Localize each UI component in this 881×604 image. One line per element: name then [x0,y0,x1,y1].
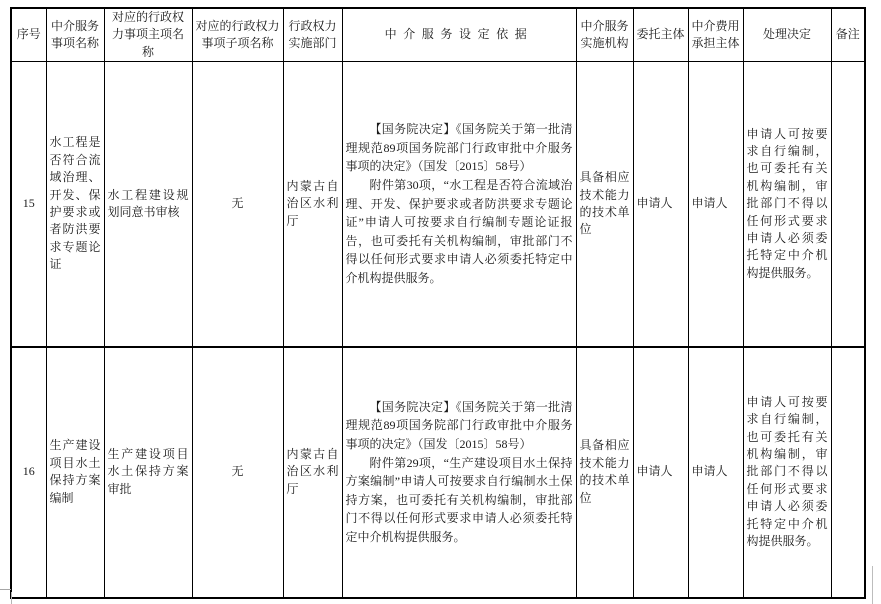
cell-department: 内蒙古自治区水利厅 [283,62,342,347]
cell-basis [342,62,576,347]
intermediary-services-table [10,7,866,599]
header-remark: 备注 [831,8,865,62]
header-entrust: 委托主体 [633,8,688,62]
cell-agency: 具备相应技术能力的技术单位 [576,62,633,347]
cell-agency: 具备相应技术能力的技术单位 [576,347,633,598]
cell-entrust: 申请人 [633,347,688,598]
cell-main-item: 生产建设项目水土保持方案审批 [104,347,192,598]
cell-remark [831,62,865,347]
header-basis: 中介服务设定依据 [342,8,576,62]
scan-edge-artifact-horizontal [0,589,11,590]
header-main-item: 对应的行政权力事项主项名称 [104,8,192,62]
cell-main-item: 水工程建设规划同意书审核 [104,62,192,347]
cell-service-name: 生产建设项目水土保持方案编制 [46,347,104,598]
basis-paragraph-2: 附件第29项，“生产建设项目水土保持方案编制”申请人可按要求自行编制水土保持方案，也可委托有关机构编制，审批部门不得以任何形式要求申请人必须委托特定中介机构提供服务。 [345,455,573,544]
table-header-row [11,8,865,62]
cell-seq: 15 [11,62,46,347]
cell-entrust: 申请人 [633,62,688,347]
cell-sub-item: 无 [192,347,283,598]
header-fee-bearer: 中介费用承担主体 [688,8,743,62]
table-row-15 [11,62,865,347]
cell-sub-item: 无 [192,62,283,347]
basis-paragraph-1: 【国务院决定】《国务院关于第一批清理规范89项国务院部门行政审批中介服务事项的决定》（国发〔2015〕58号） [345,122,573,174]
cell-fee-bearer: 申请人 [688,347,743,598]
header-sub-item: 对应的行政权力事项子项名称 [192,8,283,62]
cell-service-name: 水工程是否符合流域治理、开发、保护要求或者防洪要求专题论证 [46,62,104,347]
cell-decision: 申请人可按要求自行编制，也可委托有关机构编制，审批部门不得以任何形式要求申请人必须委托特定中介机构提供服务。 [743,347,831,598]
cell-department: 内蒙古自治区水利厅 [283,347,342,598]
scan-edge-artifact-left [11,592,12,604]
cell-decision: 申请人可按要求自行编制，也可委托有关机构编制，审批部门不得以任何形式要求申请人必须委托特定中介机构提供服务。 [743,62,831,347]
basis-paragraph-2: 附件第30项，“水工程是否符合流域治理、开发、保护要求或者防洪要求专题论证”申请人可按要求自行编制专题论证报告，也可委托有关机构编制，审批部门不得以任何形式要求申请人必须委托特定中介机构提供服务。 [345,178,573,285]
header-decision: 处理决定 [743,8,831,62]
basis-paragraph-1: 【国务院决定】《国务院关于第一批清理规范89项国务院部门行政审批中介服务事项的决定》（国发〔2015〕58号） [345,399,573,451]
header-service-name: 中介服务事项名称 [46,8,104,62]
scan-edge-artifact-right [872,566,873,604]
header-agency: 中介服务实施机构 [576,8,633,62]
cell-remark [831,347,865,598]
header-seq: 序号 [11,8,46,62]
cell-basis [342,347,576,598]
header-department: 行政权力实施部门 [283,8,342,62]
table-row-16 [11,347,865,598]
cell-seq: 16 [11,347,46,598]
cell-fee-bearer: 申请人 [688,62,743,347]
